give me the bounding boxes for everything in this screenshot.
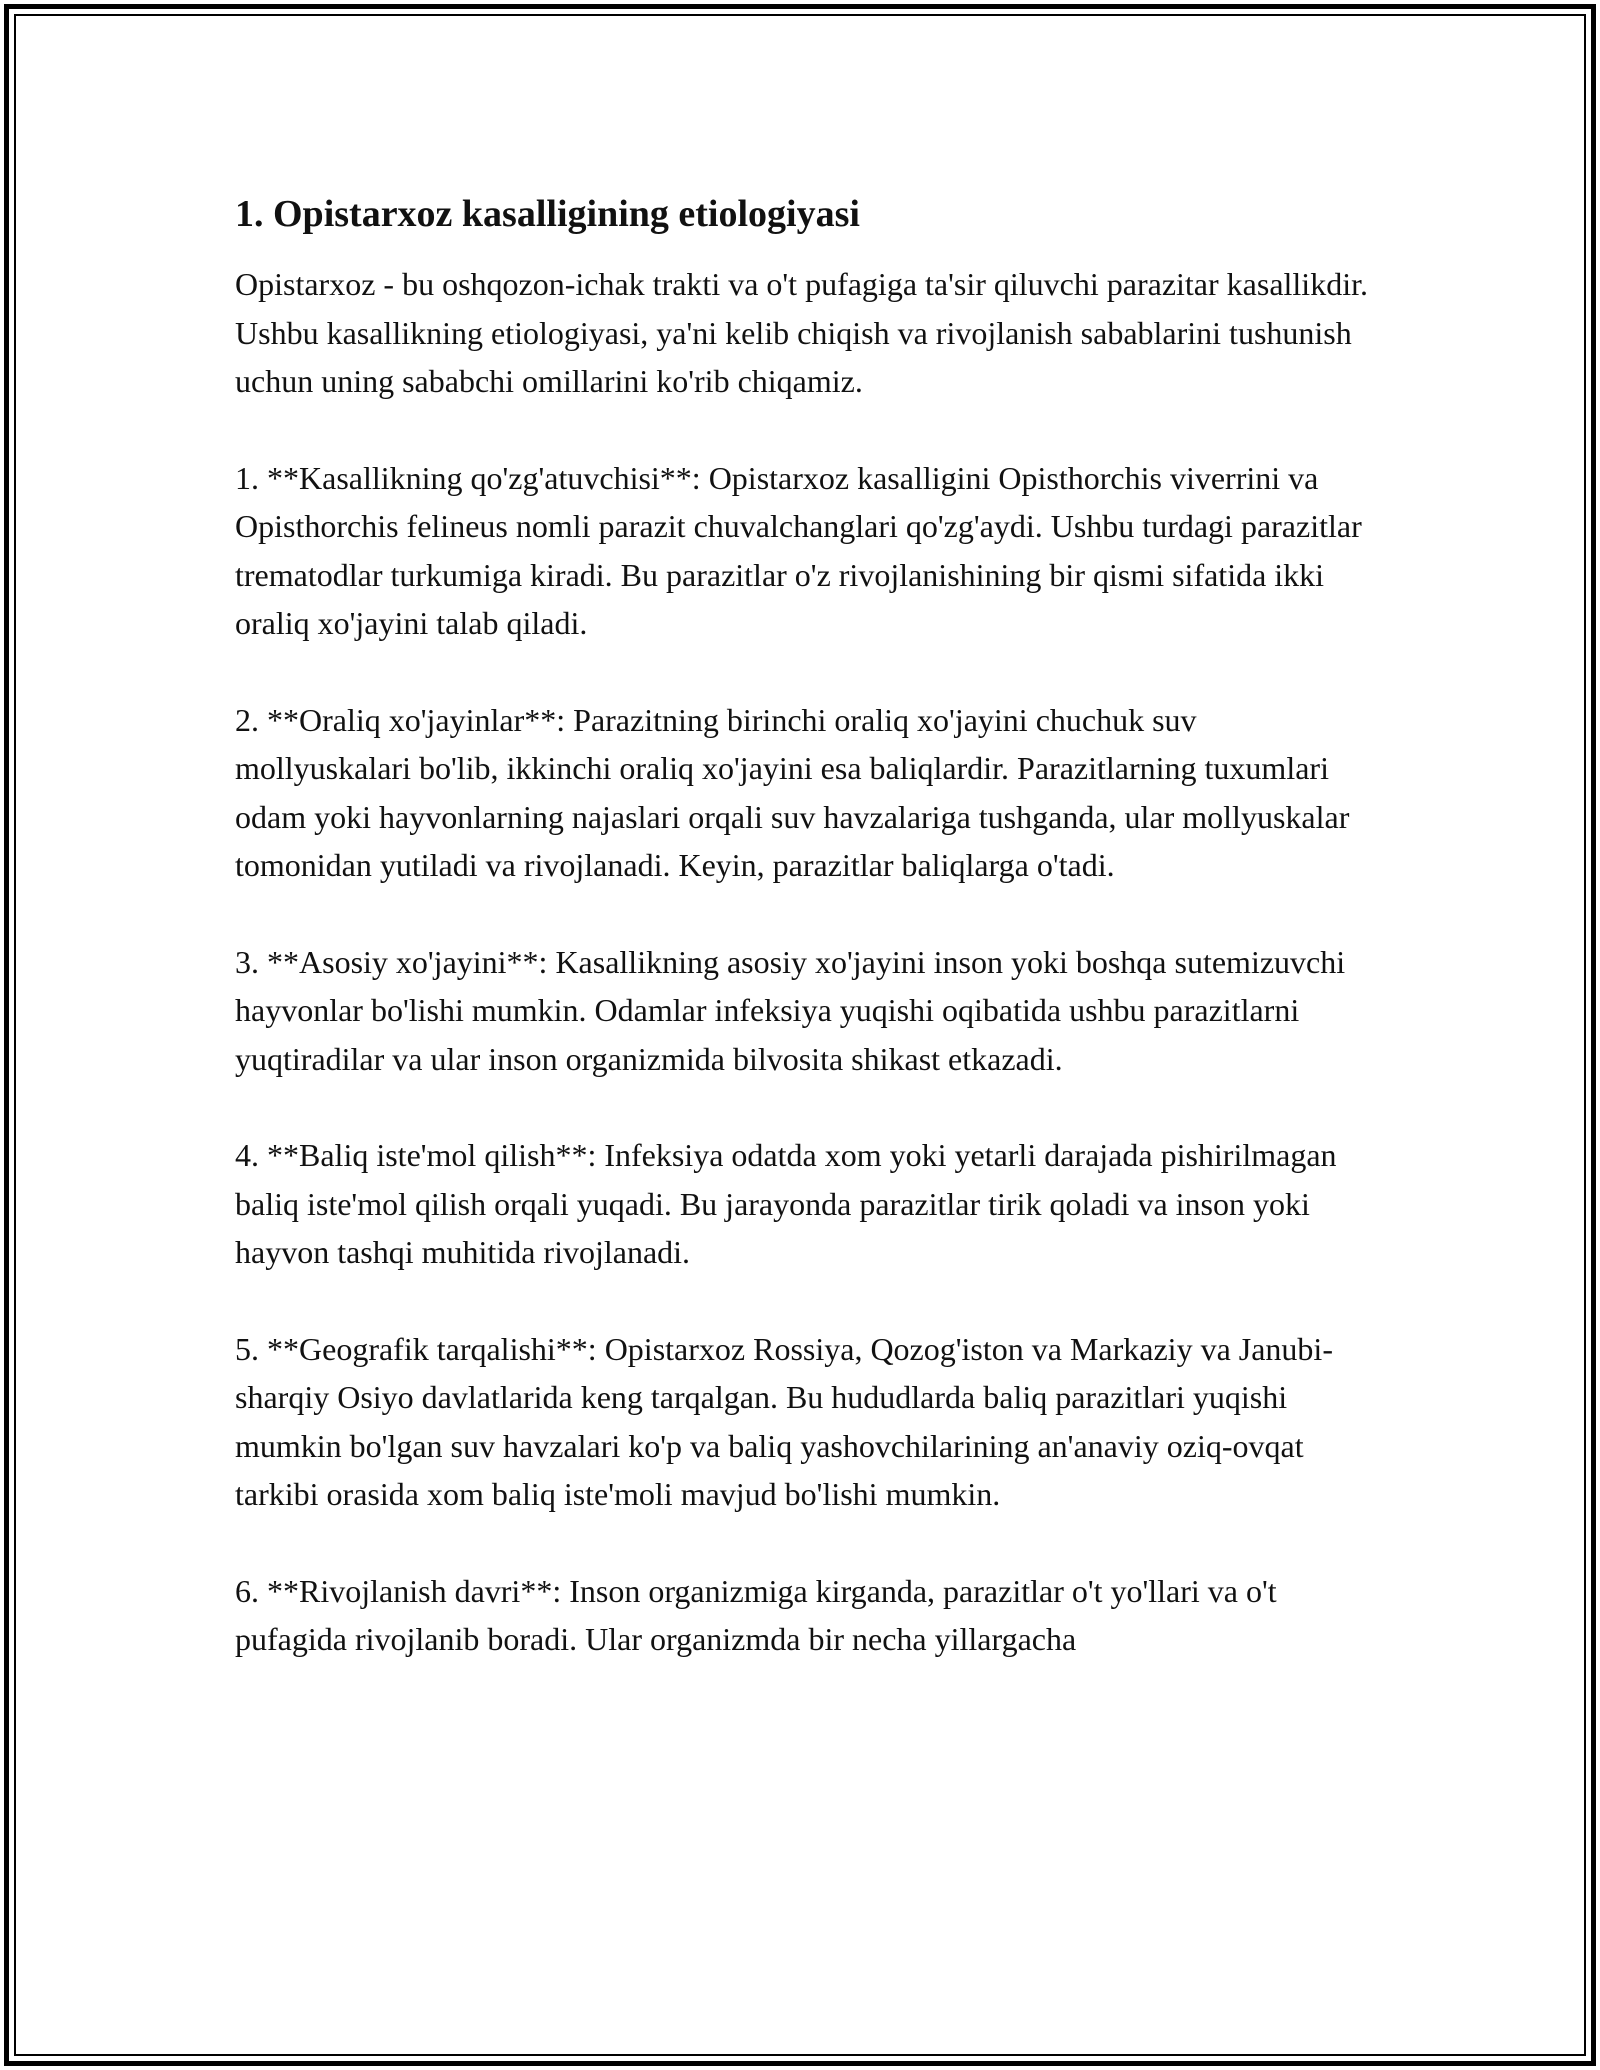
paragraph-definitive-host: 3. **Asosiy xo'jayini**: Kasallikning asosiy xo'jayini inson yoki boshqa sutemizuvchi hayvonlar bo'lishi mumkin. Odamlar infeksiya yuqishi oqibatida ushbu parazitlarni yuqtiradilar va ular inson organizmida bilvosita shikast etkazadi. xyxy=(235,943,1346,1077)
paragraph-intermediate-hosts: 2. **Oraliq xo'jayinlar**: Parazitning birinchi oraliq xo'jayini chuchuk suv mollyuskalari bo'lib, ikkinchi oraliq xo'jayini esa baliqlardir. Parazitlarning tuxumlari odam yoki hayvonlarning najaslari orqali suv havzalariga tushganda, ular mollyuskalar tomonidan yutiladi va rivojlanadi. Keyin, parazitlar baliqlarga o'tadi. xyxy=(235,701,1350,883)
document-body xyxy=(235,188,1375,1712)
paragraph-geographic-spread: 5. **Geografik tarqalishi**: Opistarxoz Rossiya, Qozog'iston va Markaziy va Janubi-sharqiy Osiyo davlatlarida keng tarqalgan. Bu hududlarda baliq parazitlari yuqishi mumkin bo'lgan suv havzalari ko'p va baliq yashovchilarining an'anaviy oziq-ovqat tarkibi orasida xom baliq iste'moli mavjud bo'lishi mumkin. xyxy=(235,1330,1333,1512)
paragraph-development-period: 6. **Rivojlanish davri**: Inson organizmiga kirganda, parazitlar o't yo'llari va o't pufagida rivojlanib boradi. Ular organizmda bir necha yillargacha xyxy=(235,1572,1277,1657)
section-heading: 1. Opistarxoz kasalligining etiologiyasi xyxy=(235,193,860,235)
paragraph-causative-agent: 1. **Kasallikning qo'zg'atuvchisi**: Opistarxoz kasalligini Opisthorchis viverrini va Opisthorchis felineus nomli parazit chuvalchanglari qo'zg'aydi. Ushbu turdagi parazitlar trematodlar turkumiga kiradi. Bu parazitlar o'z rivojlanishining bir qismi sifatida ikki oraliq xo'jayini talab qiladi. xyxy=(235,459,1362,641)
intro-paragraph: Opistarxoz - bu oshqozon-ichak trakti va o't pufagiga ta'sir qiluvchi parazitar kasallikdir. Ushbu kasallikning etiologiyasi, ya'ni kelib chiqish va rivojlanish sabablarini tushunish uchun uning sababchi omillarini ko'rib chiqamiz. xyxy=(235,266,1368,399)
paragraph-fish-consumption: 4. **Baliq iste'mol qilish**: Infeksiya odatda xom yoki yetarli darajada pishirilmagan baliq iste'mol qilish orqali yuqadi. Bu jarayonda parazitlar tirik qoladi va inson yoki hayvon tashqi muhitida rivojlanadi. xyxy=(235,1137,1337,1270)
